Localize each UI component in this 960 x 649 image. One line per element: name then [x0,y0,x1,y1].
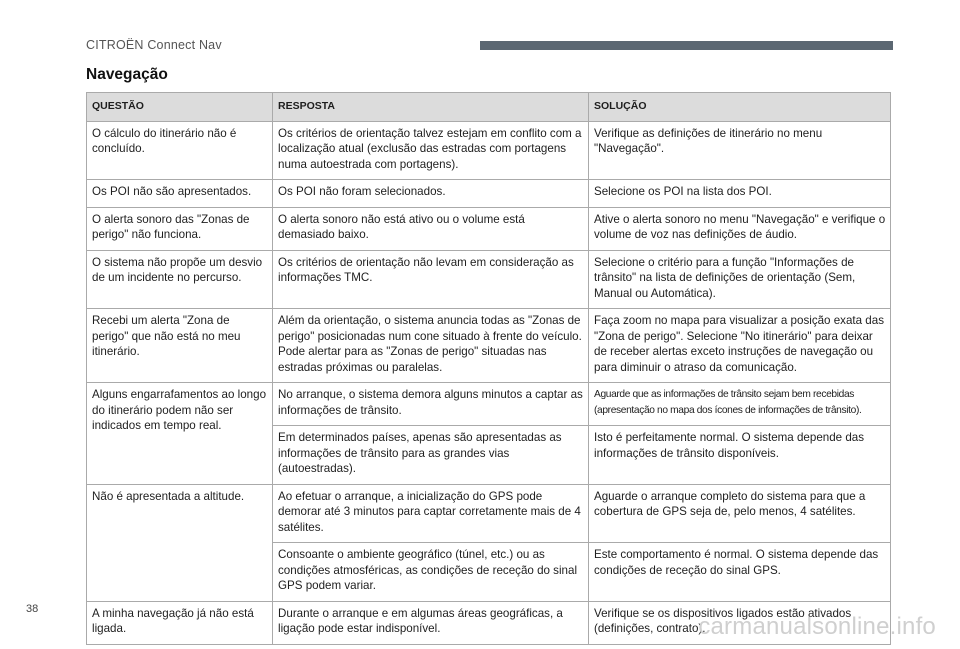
answer-cell: No arranque, o sistema demora alguns minutos a captar as informações de trânsito. [273,383,589,426]
answer-cell: Os POI não foram selecionados. [273,180,589,208]
solution-cell: Selecione os POI na lista dos POI. [589,180,891,208]
table-header-row [87,93,891,122]
table-row [87,121,891,180]
question-cell: Não é apresentada a altitude. [87,484,273,601]
watermark-text: carmanualsonline.info [698,613,936,640]
question-cell: Recebi um alerta "Zona de perigo" que não está no meu itinerário. [87,309,273,383]
question-cell: O cálculo do itinerário não é concluído. [87,121,273,180]
table-row [87,207,891,250]
solution-cell: Isto é perfeitamente normal. O sistema depende das informações de trânsito disponíveis. [589,426,891,485]
troubleshooting-table [86,92,891,645]
answer-cell: Os critérios de orientação não levam em consideração as informações TMC. [273,250,589,309]
question-cell: O alerta sonoro das "Zonas de perigo" não funciona. [87,207,273,250]
question-cell: O sistema não propõe um desvio de um incidente no percurso. [87,250,273,309]
question-cell: Os POI não são apresentados. [87,180,273,208]
solution-cell: Verifique se os dispositivos ligados estão ativados (definições, contrato). [589,601,891,644]
answer-cell: Em determinados países, apenas são apresentadas as informações de trânsito para as grandes vias (autoestradas). [273,426,589,485]
page-number: 38 [26,603,39,615]
solution-cell: Aguarde o arranque completo do sistema para que a cobertura de GPS seja de, pelo menos, 4 satélites. [589,484,891,543]
answer-cell: Ao efetuar o arranque, a inicialização do GPS pode demorar até 3 minutos para captar corretamente mais de 4 satélites. [273,484,589,543]
answer-cell: Além da orientação, o sistema anuncia todas as "Zonas de perigo" posicionadas num cone situado à frente do veículo. Pode alertar para as "Zonas de perigo" situadas nas estradas próximas ou paralelas. [273,309,589,383]
table-row [87,484,891,543]
solution-cell: Este comportamento é normal. O sistema depende das condições de receção do sinal GPS. [589,543,891,602]
answer-cell: Os critérios de orientação talvez estejam em conflito com a localização atual (exclusão das estradas com portagens numa autoestrada com portagens). [273,121,589,180]
table-row [87,383,891,426]
answer-cell: Consoante o ambiente geográfico (túnel, etc.) ou as condições atmosféricas, as condições de receção do sinal GPS podem variar. [273,543,589,602]
solution-cell: Selecione o critério para a função "Informações de trânsito" na lista de definições de orientação (Sem, Manual ou Automática). [589,250,891,309]
section-title: Navegação [86,66,168,83]
header-decor-bar [480,41,893,50]
table-row [87,309,891,383]
manual-header-title: CITROËN Connect Nav [86,38,222,52]
column-header-question: QUESTÃO [87,93,273,122]
answer-cell: Durante o arranque e em algumas áreas geográficas, a ligação pode estar indisponível. [273,601,589,644]
answer-cell: O alerta sonoro não está ativo ou o volume está demasiado baixo. [273,207,589,250]
solution-cell: Verifique as definições de itinerário no menu "Navegação". [589,121,891,180]
solution-cell: Ative o alerta sonoro no menu "Navegação" e verifique o volume de voz nas definições de áudio. [589,207,891,250]
column-header-solution: SOLUÇÃO [589,93,891,122]
solution-cell: Faça zoom no mapa para visualizar a posição exata das "Zona de perigo". Selecione "No itinerário" para deixar de receber alertas exceto instruções de navegação ou para diminuir o atraso da comunicação. [589,309,891,383]
column-header-answer: RESPOSTA [273,93,589,122]
question-cell: Alguns engarrafamentos ao longo do itinerário podem não ser indicados em tempo real. [87,383,273,485]
table-row [87,180,891,208]
question-cell: A minha navegação já não está ligada. [87,601,273,644]
table-row [87,250,891,309]
solution-cell: Aguarde que as informações de trânsito sejam bem recebidas (apresentação no mapa dos ícones de informações de trânsito). [589,383,891,426]
